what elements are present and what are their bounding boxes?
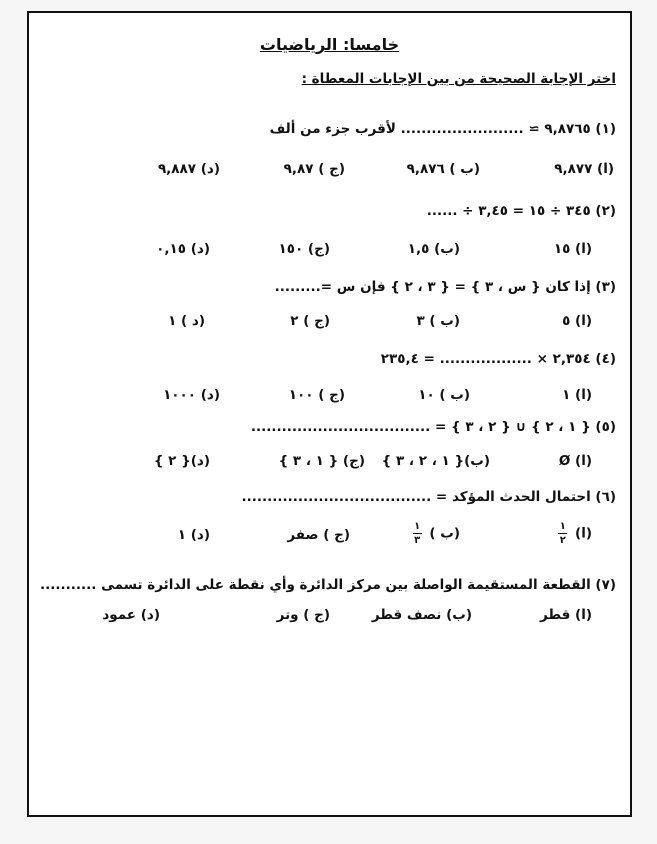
question-6: (٦) احتمال الحدث المؤكد = ..................................... (241, 489, 616, 505)
instruction-text: اختر الإجابة الصحيحة من بين الإجابات المعطاة : (301, 71, 616, 87)
q4-option-c: (ج ) ١٠٠ (288, 387, 345, 403)
q6-option-c: (ج ) صفر (287, 527, 350, 543)
question-3: (٣) إذا كان { س ، ٣ } = { ٣ ، ٢ } فإن س =......... (274, 279, 616, 295)
question-1: (١) ٩,٨٧٦٥ ≃ ........................ لأقرب جزء من ألف (269, 121, 616, 137)
q5-option-d: (د){ ٢ } (153, 453, 210, 469)
q5-option-b: (ب){ ١ ، ٢ ، ٣ } (381, 453, 490, 469)
q3-option-b: (ب ) ٣ (416, 313, 460, 329)
q1-option-a: (ا) ٩,٨٧٧ (554, 161, 614, 177)
one-half-fraction: $\frac{١}{٢}$ (559, 521, 566, 546)
q7-option-b: (ب) نصف قطر (371, 607, 472, 623)
q4-option-a: (ا) ١ (562, 387, 592, 403)
worksheet-page (27, 11, 632, 817)
q3-option-a: (ا) ٥ (562, 313, 592, 329)
q4-option-d: (د) ١٠٠٠ (163, 387, 220, 403)
q2-option-b: (ب) ١,٥ (407, 241, 460, 257)
q2-option-c: (ج) ١٥٠ (278, 241, 330, 257)
q6-option-b-label: (ب ) (429, 525, 460, 542)
q6-option-a (555, 521, 592, 546)
q3-option-c: (ج ) ٢ (290, 313, 330, 329)
q1-option-d: (د) ٩,٨٨٧ (157, 161, 220, 177)
section-title: خامسا: الرياضيات (259, 35, 400, 54)
q6-option-a-label: (ا) (575, 525, 592, 542)
q3-option-d: (د ) ١ (168, 313, 205, 329)
q1-option-b: (ب ) ٩,٨٧٦ (406, 161, 480, 177)
question-4: (٤) ٢,٣٥٤ × .................. = ٢٣٥,٤ (380, 351, 616, 367)
q2-option-a: (ا) ١٥ (553, 241, 592, 257)
question-2: (٢) ٣٤٥ ÷ ١٥ = ٣,٤٥ ÷ ...... (426, 203, 616, 219)
question-7: (٧) القطعة المستقيمة الواصلة بين مركز الدائرة وأي نقطة على الدائرة تسمى ........... (39, 577, 616, 593)
q7-option-c: (ج ) وتر (276, 607, 330, 623)
q6-option-b (410, 521, 460, 546)
q5-option-c: (ج) { ١ ، ٣ } (278, 453, 365, 469)
q5-option-a: (ا) Ø (558, 453, 592, 469)
q4-option-b: (ب ) ١٠ (418, 387, 470, 403)
question-5: (٥) { ١ ، ٢ } ∪ { ٢ ، ٣ } = ................................... (250, 419, 616, 435)
q2-option-d: (د) ٠,١٥ (156, 241, 210, 257)
q6-option-d: (د) ١ (177, 527, 210, 543)
q7-option-d: (د) عمود (102, 607, 160, 623)
q7-option-a: (ا) قطر (539, 607, 592, 623)
q1-option-c: (ج ) ٩,٨٧ (283, 161, 345, 177)
one-third-fraction: $\frac{١}{٣}$ (414, 521, 421, 546)
